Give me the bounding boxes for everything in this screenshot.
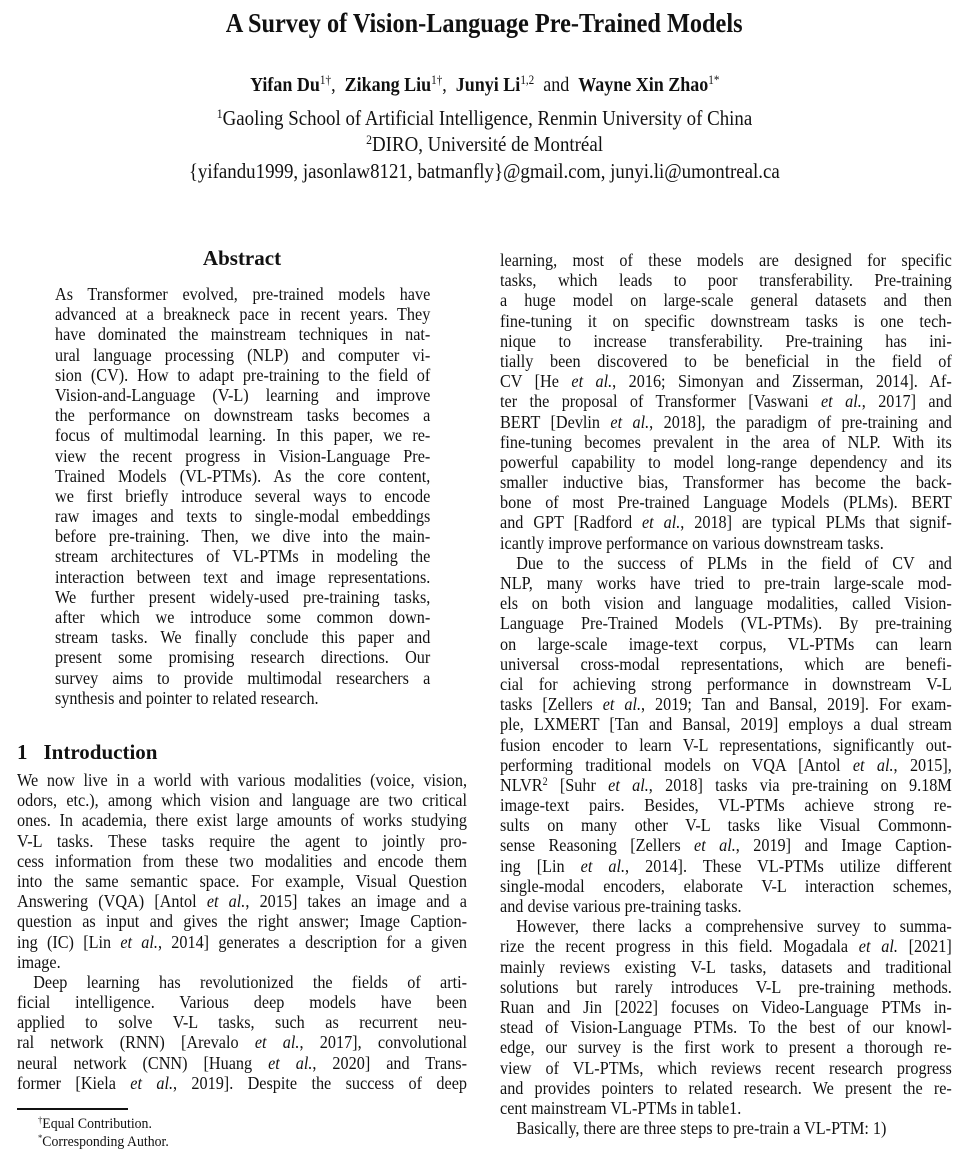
text-line: ficial intelligence. Various deep models have been (17, 992, 467, 1013)
text-line: solutions but rarely introduces V-L pre-training methods. (500, 976, 952, 997)
abstract-body (55, 284, 430, 708)
text-line: survey aims to provide multimodal researchers a (55, 667, 431, 688)
text-line: applied to solve V-L tasks, such as recurrent neu- (17, 1012, 467, 1033)
text-line: icantly improve performance on various downstream tasks. (500, 532, 884, 553)
text-line: cial for achieving strong performance in downstream V-L (500, 673, 952, 694)
text-line: stream tasks. We finally conclude this paper and (55, 627, 431, 648)
text-line: view the recent progress in Vision-Language Pre- (55, 445, 431, 466)
text-line: a huge model on large-scale general datasets and then (500, 290, 952, 311)
text-line: fine-tuning it on specific downstream tasks is one tech- (500, 310, 952, 331)
author-name: Wayne Xin Zhao (578, 74, 709, 96)
text-line: CV [He et al., 2016; Simonyan and Zisserman, 2014]. Af- (500, 371, 952, 392)
text-line: interaction between text and image representations. (55, 566, 431, 587)
text-line: on large-scale image-text corpus, VL-PTMs can learn (500, 633, 952, 654)
text-line: Answering (VQA) [Antol et al., 2015] takes an image and a (17, 891, 468, 912)
text-line: ing [Lin et al., 2014]. These VL-PTMs utilize different (500, 855, 952, 876)
text-line: mainly reviews existing V-L tasks, datasets and traditional (500, 956, 952, 977)
author-mark: 1† (430, 73, 443, 88)
text-line: odors, etc.), among which vision and language are two critical (17, 790, 467, 811)
text-line: ones. In academia, there exist large amounts of works studying (17, 810, 467, 831)
text-line: learning, most of these models are designed for specific (500, 250, 952, 270)
text-line: Vision-and-Language (V-L) learning and improve (55, 384, 431, 405)
text-line: cess information from these two modalities and encode them (17, 850, 467, 871)
text-line: Basically, there are three steps to pre-train a VL-PTM: 1) (516, 1118, 887, 1139)
text-line: advanced at a breakneck pace in recent years. They (55, 304, 431, 325)
text-line: focus of multimodal learning. In this paper, we re- (55, 425, 431, 446)
text-line: cent mainstream VL-PTMs in table1. (500, 1097, 742, 1118)
text-line: and GPT [Radford et al., 2018] are typical PLMs that signif- (500, 512, 952, 533)
author-mark: 1† (319, 73, 331, 88)
text-line: into the same semantic space. For example, Visual Question (17, 870, 467, 891)
author-name: Junyi Li (455, 74, 521, 96)
text-line: image. (17, 951, 61, 972)
text-line: nique to increase transferability. Pre-training has ini- (500, 330, 952, 351)
text-line: V-L tasks. These tasks require the agent to jointly pro- (17, 830, 467, 851)
text-line: We further present widely-used pre-training tasks, (55, 586, 431, 607)
text-line: and provides pointers to related research. We present the re- (500, 1077, 952, 1098)
text-line: raw images and texts to single-modal embeddings (55, 506, 431, 527)
text-line: ter the proposal of Transformer [Vaswani et al., 2017] and (500, 391, 952, 412)
text-line: former [Kiela et al., 2019]. Despite the success of deep (17, 1072, 468, 1093)
text-line: ural language processing (NLP) and computer vi- (55, 344, 431, 365)
text-line: we first briefly introduce several ways to encode (55, 485, 431, 506)
text-line: sense Reasoning [Zellers et al., 2019] and Image Caption- (500, 835, 952, 856)
text-line: sults on many other V-L tasks like Visual Commonn- (500, 815, 952, 836)
introduction-body (17, 770, 467, 1093)
paper-title: A Survey of Vision-Language Pre-Trained Models (226, 8, 743, 38)
text-line: single-modal encoders, elaborate V-L interaction schemes, (500, 875, 952, 896)
text-line: question as input and gives the right answer; Image Caption- (17, 911, 467, 932)
text-line: NLVR$^2$ [Suhr et al., 2018] tasks via pre-training on 9.18M (500, 774, 952, 795)
author-mark: 1* (708, 73, 720, 88)
text-line: stead of Vision-Language PTMs. To the best of our knowl- (500, 1017, 952, 1038)
author-emails: {yifandu1999, jasonlaw8121, batmanfly}@gmail.com, junyi.li@umontreal.ca (189, 159, 780, 183)
text-line: and devise various pre-training tasks. (500, 896, 742, 916)
text-line: image-text pairs. Besides, VL-PTMs achieve strong re- (500, 795, 952, 816)
abstract-heading: Abstract (202, 246, 282, 270)
text-line: view of VL-PTMs, which reviews recent research progress (500, 1057, 952, 1078)
text-line: BERT [Devlin et al., 2018], the paradigm of pre-training and (500, 411, 952, 432)
text-line: tasks [Zellers et al., 2019; Tan and Bansal, 2019]. For exam- (500, 694, 952, 715)
text-line: Trained Models (VL-PTMs). As the core content, (55, 465, 431, 486)
text-line: NLP, many works have tried to pre-train large-scale mod- (500, 573, 952, 593)
author-list: Yifan $Du^{1\dagger}$, Zikang Liu$^{1\dagger}$, Junyi Li$^{1,2}$ and Wayne Xin Zhao$^{1*}$ (249, 73, 720, 96)
text-line: before pre-training. Then, we dive into the main- (55, 526, 431, 547)
text-line: synthesis and pointer to related research. (55, 687, 319, 708)
authors-and: and (543, 74, 570, 96)
text-line: present some promising research directions. Our (55, 647, 431, 668)
text-line: ple, LXMERT [Tan and Bansal, 2019] employs a dual stream (500, 714, 952, 735)
footnote: †Equal Contribution. (38, 1115, 152, 1132)
text-line: stream architectures of VL-PTMs in modeling the (55, 546, 431, 567)
text-line: ing (IC) [Lin et al., 2014] generates a description for a given (17, 931, 468, 952)
text-line: powerful capability to model long-range dependency and its (500, 451, 952, 472)
text-line: smaller inductive bias, Transformer has become the back- (500, 472, 952, 493)
text-line: Ruan and Jin [2022] focuses on Video-Language PTMs in- (500, 996, 952, 1017)
text-line: universal cross-modal representations, which are benefi- (500, 653, 952, 674)
author-name: Zikang Liu (344, 74, 431, 96)
footnote-rule (17, 1108, 128, 1110)
right-column-body (500, 250, 952, 1138)
author-name: Yifan Du (249, 74, 320, 96)
text-line: As Transformer evolved, pre-trained models have (55, 284, 431, 304)
text-line: edge, our survey is the first work to present a thorough re- (500, 1037, 952, 1058)
text-line: rize the recent progress in this field. Mogadala et al. [2021] (500, 936, 952, 957)
affiliation: $^1$Gaoling School of Artificial Intelligence, Renmin University of China (216, 105, 753, 130)
footnote: *Corresponding Author. (38, 1133, 169, 1150)
text-line: We now live in a world with various modalities (voice, vision, (17, 770, 467, 790)
text-line: have dominated the mainstream techniques in nat- (55, 324, 431, 345)
text-line: Deep learning has revolutionized the fields of arti- (33, 971, 467, 992)
text-line: fine-tuning becomes prevalent in the area of NLP. With its (500, 431, 952, 452)
text-line: after which we introduce some common down- (55, 607, 431, 627)
text-line: However, there lacks a comprehensive survey to summa- (516, 916, 952, 937)
text-line: the performance on downstream tasks becomes a (55, 405, 431, 426)
text-line: performing traditional models on VQA [Antol et al., 2015], (500, 754, 952, 775)
text-line: tasks, which leads to poor transferability. Pre-training (500, 270, 952, 291)
text-line: bone of most Pre-trained Language Models (PLMs). BERT (500, 492, 952, 513)
text-line: sion (CV). How to adapt pre-training to the field of (55, 364, 431, 385)
text-line: tially been discovered to be beneficial in the field of (500, 350, 952, 371)
section-heading-introduction: 1 Introduction (17, 740, 158, 764)
text-line: Language Pre-Trained Models (VL-PTMs). By pre-training (500, 613, 952, 634)
text-line: ral network (RNN) [Arevalo et al., 2017], convolutional (17, 1032, 467, 1053)
text-line: neural network (CNN) [Huang et al., 2020] and Trans- (17, 1052, 467, 1073)
text-line: Due to the success of PLMs in the field of CV and (516, 552, 952, 573)
text-line: els on both vision and language modalities, called Vision- (500, 593, 952, 614)
author-mark: 1,2 (520, 73, 534, 88)
affiliation: $^2$DIRO, Université de Montréal (366, 131, 603, 156)
text-line: fusion encoder to learn V-L representations, significantly out- (500, 734, 952, 755)
